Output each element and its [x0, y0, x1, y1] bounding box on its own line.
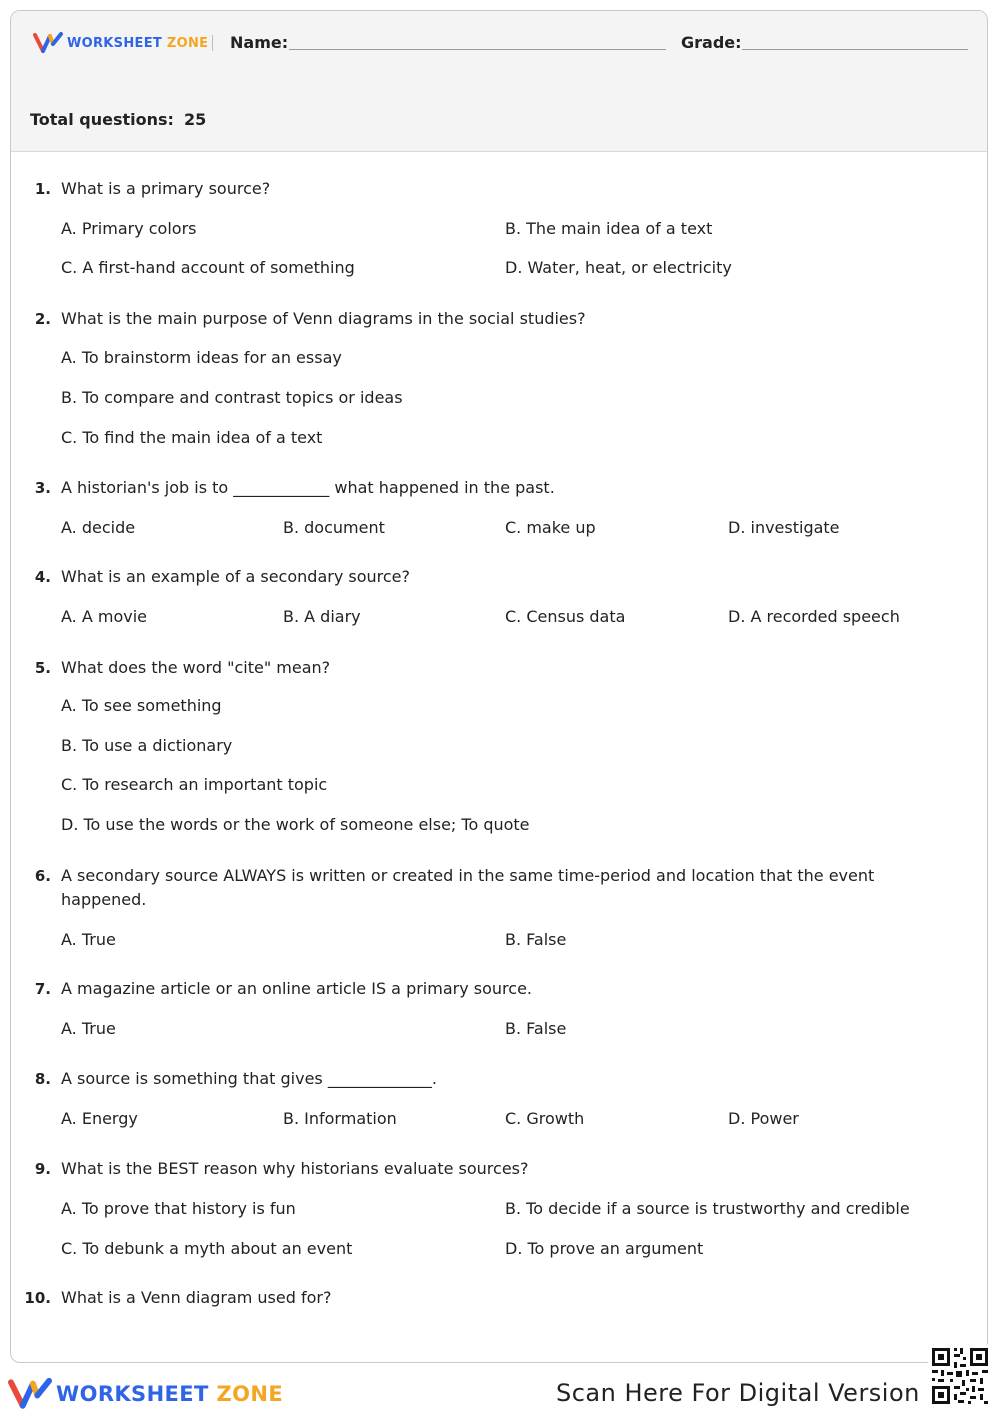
question-text: What is the main purpose of Venn diagrams in the social studies? [61, 309, 586, 328]
question-text: What does the word "cite" mean? [61, 658, 331, 677]
answer-option[interactable]: A. A movie [61, 607, 147, 626]
qr-code-icon[interactable] [928, 1344, 992, 1408]
answer-option[interactable]: C. To debunk a myth about an event [61, 1239, 353, 1258]
answer-option[interactable]: B. False [505, 930, 567, 949]
question-text: A magazine article or an online article IS a primary source. [61, 979, 532, 998]
question-number: 7. [34, 980, 51, 998]
brand-mark-icon [33, 32, 63, 54]
brand-name-part1: WORKSHEET [56, 1382, 209, 1406]
answer-option[interactable]: B. Information [283, 1109, 397, 1128]
question-number: 6. [34, 867, 51, 885]
answer-option[interactable]: A. True [61, 930, 116, 949]
worksheet-header [11, 11, 987, 152]
answer-option[interactable]: B. To decide if a source is trustworthy and credible [505, 1199, 910, 1218]
question-number: 4. [34, 568, 51, 586]
question-number: 10. [24, 1289, 51, 1307]
answer-option[interactable]: D. To prove an argument [505, 1239, 704, 1258]
answer-option[interactable]: A. Primary colors [61, 219, 197, 238]
question-text: What is an example of a secondary source? [61, 567, 410, 586]
name-label: Name: [230, 33, 289, 52]
answer-option[interactable]: A. To brainstorm ideas for an essay [61, 348, 342, 367]
answer-option[interactable]: D. Power [728, 1109, 799, 1128]
question-text: A historian's job is to ____________ what happened in the past. [61, 478, 555, 497]
brand-wordmark [67, 36, 208, 51]
brand-name-part2: ZONE [166, 35, 209, 51]
question-text: What is the BEST reason why historians evaluate sources? [61, 1159, 529, 1178]
brand-logo [33, 31, 208, 55]
question-number: 2. [34, 310, 51, 328]
answer-option[interactable]: B. document [283, 518, 385, 537]
brand-name-part1: WORKSHEET [67, 35, 163, 51]
question-text: A source is something that gives _____________. [61, 1069, 437, 1088]
brand-mark-icon [8, 1377, 52, 1411]
answer-option[interactable]: A. Energy [61, 1109, 138, 1128]
answer-option[interactable]: C. Growth [505, 1109, 585, 1128]
answer-option[interactable]: A. decide [61, 518, 136, 537]
footer-brand-logo [8, 1376, 283, 1412]
question-text: What is a Venn diagram used for? [61, 1288, 332, 1307]
answer-option[interactable]: C. A first-hand account of something [61, 258, 355, 277]
header-divider [212, 35, 213, 51]
answer-option[interactable]: D. Water, heat, or electricity [505, 258, 732, 277]
name-field[interactable] [289, 49, 666, 50]
question-text: A secondary source ALWAYS is written or created in the same time-period and location that the event happened. [61, 866, 875, 909]
worksheet-page [10, 10, 988, 1363]
answer-option[interactable]: B. A diary [283, 607, 361, 626]
question-number: 9. [34, 1160, 51, 1178]
question-number: 8. [34, 1070, 51, 1088]
scan-instruction: Scan Here For Digital Version [556, 1379, 920, 1407]
total-questions-label: Total questions: [30, 110, 174, 129]
answer-option[interactable]: C. To find the main idea of a text [61, 428, 323, 447]
brand-name-part2: ZONE [216, 1382, 284, 1406]
answer-option[interactable]: B. To compare and contrast topics or ideas [61, 388, 403, 407]
question-number: 1. [34, 180, 51, 198]
total-questions [30, 110, 206, 129]
answer-option[interactable]: C. Census data [505, 607, 626, 626]
footer-brand-wordmark [56, 1382, 283, 1406]
question-number: 5. [34, 659, 51, 677]
answer-option[interactable]: D. A recorded speech [728, 607, 900, 626]
answer-option[interactable]: A. True [61, 1019, 116, 1038]
answer-option[interactable]: B. The main idea of a text [505, 219, 713, 238]
answer-option[interactable]: A. To see something [61, 696, 222, 715]
answer-option[interactable]: D. investigate [728, 518, 840, 537]
answer-option[interactable]: D. To use the words or the work of someone else; To quote [61, 815, 530, 834]
grade-field[interactable] [742, 49, 968, 50]
grade-label: Grade: [681, 33, 742, 52]
answer-option[interactable]: C. make up [505, 518, 596, 537]
total-questions-value: 25 [183, 110, 207, 129]
answer-option[interactable]: C. To research an important topic [61, 775, 328, 794]
question-number: 3. [34, 479, 51, 497]
answer-option[interactable]: B. False [505, 1019, 567, 1038]
answer-option[interactable]: A. To prove that history is fun [61, 1199, 296, 1218]
question-text: What is a primary source? [61, 179, 271, 198]
answer-option[interactable]: B. To use a dictionary [61, 736, 233, 755]
